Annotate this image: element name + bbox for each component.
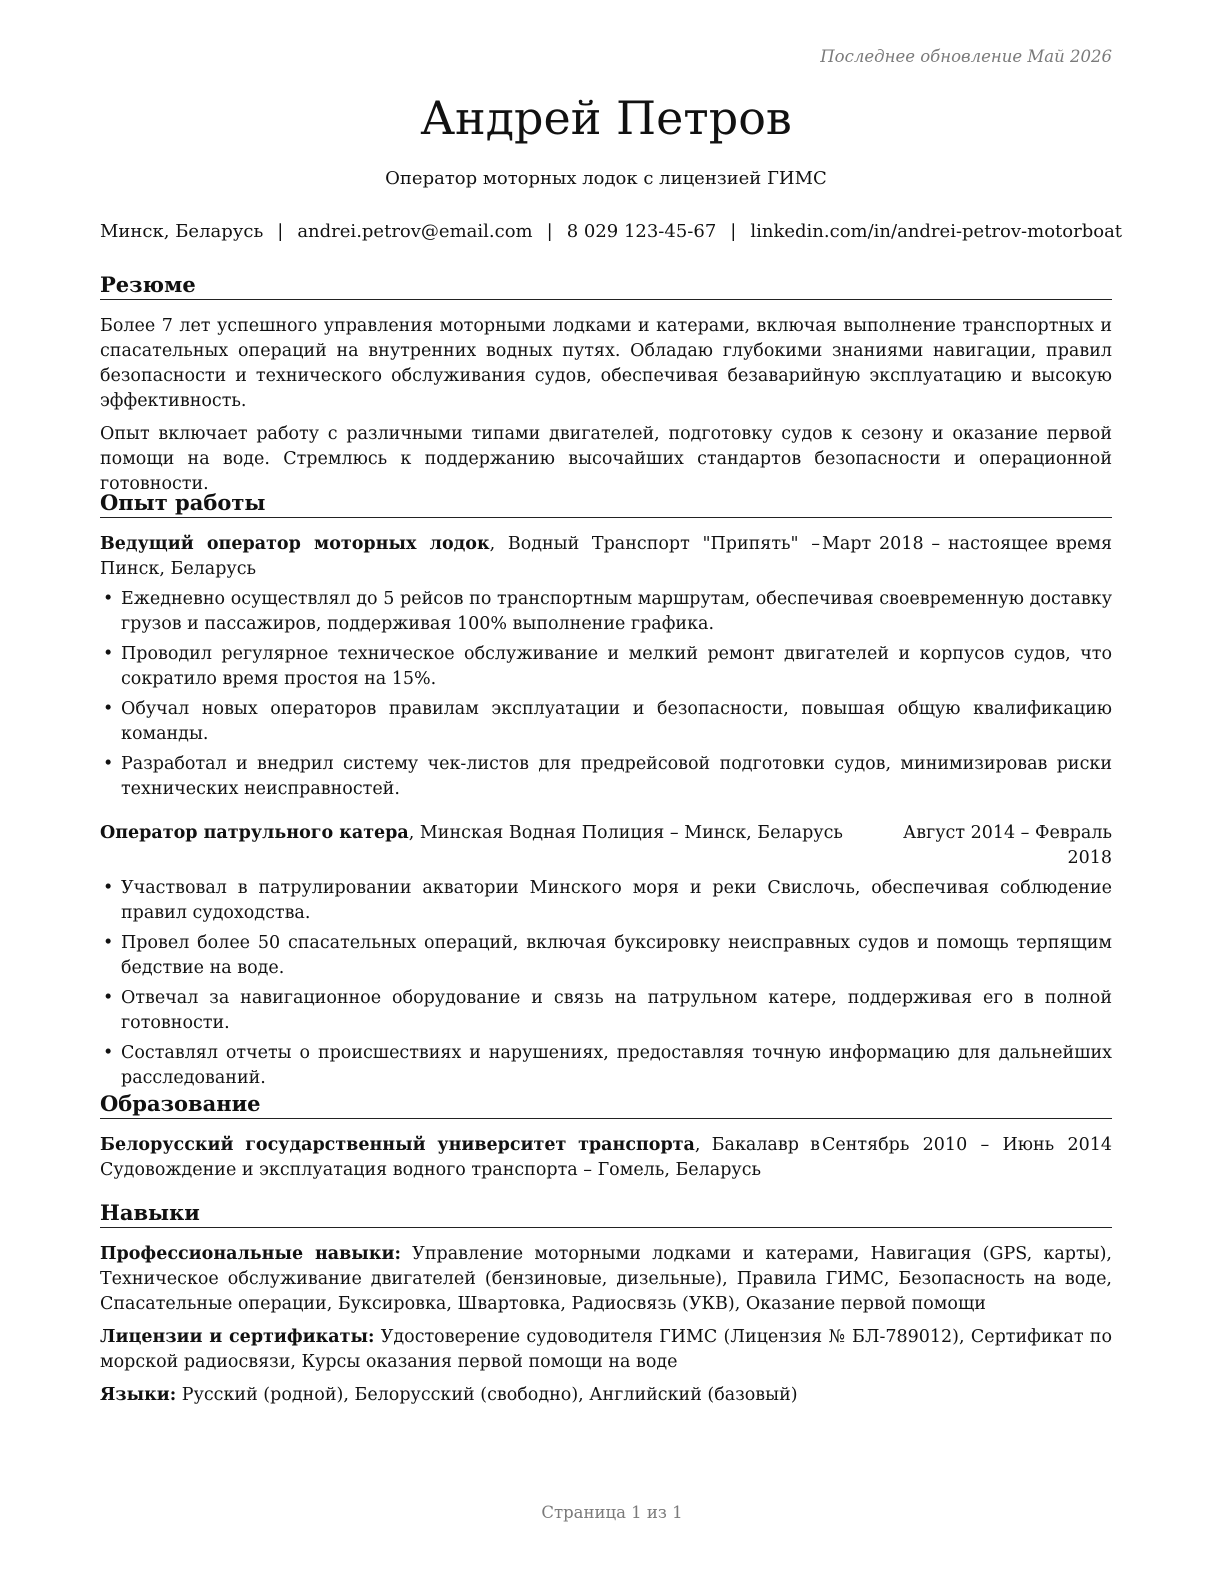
summary-paragraph-2: Опыт включает работу с различными типами двигателей, подготовку судов к сезону и оказание первой помощи на воде. Стремлюсь к поддержанию высочайших стандартов безопасности и операционной готовности. xyxy=(100,424,1112,494)
education-school: Белорусский государственный университет транспорта xyxy=(100,1135,695,1155)
candidate-title: Оператор моторных лодок с лицензией ГИМС xyxy=(385,168,827,189)
skills-languages xyxy=(100,1383,1112,1408)
job-bullet: • Обучал новых операторов правилам эксплуатации и безопасности, повышая общую квалификацию команды. xyxy=(100,697,1112,747)
education-school-degree xyxy=(100,1133,820,1183)
contact-separator: | xyxy=(730,221,737,242)
skills-licenses-label: Лицензии и сертификаты: xyxy=(100,1327,375,1347)
job-dates: Август 2014 – Февраль 2018 xyxy=(902,823,1112,868)
skills-professional xyxy=(100,1242,1112,1317)
summary-heading: Резюме xyxy=(100,271,1112,300)
contact-linkedin[interactable]: linkedin.com/in/andrei-petrov-motorboat xyxy=(750,221,1123,242)
contact-phone[interactable]: 8 029 123-45-67 xyxy=(566,221,717,242)
job-header xyxy=(100,532,1112,582)
skills-professional-label: Профессиональные навыки: xyxy=(100,1244,401,1264)
job-entry xyxy=(100,821,1112,1091)
contact-separator: | xyxy=(546,221,553,242)
summary-paragraph-1: Более 7 лет успешного управления моторными лодками и катерами, включая выполнение транспортных и спасательных операций на внутренних водных путях. Обладаю глубокими знаниями навигации, правил безопасности и технического обслуживания судов, обеспечивая безаварийную эксплуатацию и высокую эффективность. xyxy=(100,316,1112,411)
page-footer: Страница 1 из 1 xyxy=(541,1503,683,1522)
job-entry xyxy=(100,532,1112,802)
job-role: Оператор патрульного катера xyxy=(100,823,409,843)
contact-line xyxy=(100,219,1123,244)
job-org: , Минская Водная Полиция – Минск, Беларусь xyxy=(408,823,843,843)
job-header xyxy=(100,821,1112,871)
contact-email[interactable]: andrei.petrov@email.com xyxy=(297,221,533,242)
candidate-name: Андрей Петров xyxy=(420,91,792,145)
job-bullet: • Провел более 50 спасательных операций, включая буксировку неисправных судов и помощь терпящим бедствие на воде. xyxy=(100,931,1112,981)
skills-heading: Навыки xyxy=(100,1199,1112,1228)
job-bullet: • Участвовал в патрулировании акватории Минского моря и реки Свислочь, обеспечивая соблюдение правил судоходства. xyxy=(100,876,1112,926)
job-role-org xyxy=(100,821,860,846)
job-bullet: • Ежедневно осуществлял до 5 рейсов по транспортным маршрутам, обеспечивая своевременную доставку грузов и пассажиров, поддерживая 100% выполнение графика. xyxy=(100,587,1112,637)
job-role-org xyxy=(100,532,820,582)
job-bullet: • Составлял отчеты о происшествиях и нарушениях, предоставляя точную информацию для дальнейших расследований. xyxy=(100,1041,1112,1091)
contact-separator: | xyxy=(277,221,284,242)
skills-professional-text: Управление моторными лодками и катерами, Навигация (GPS, карты), Техническое обслуживание двигателей (бензиновые, дизельные), Правила ГИМС, Безопасность на воде, Спасательные операции, Буксировка, Швартовка, Радиосвязь (УКВ), Оказание первой помощи xyxy=(100,1244,1112,1314)
job-role: Ведущий оператор моторных лодок xyxy=(100,534,490,554)
education-heading: Образование xyxy=(100,1090,1112,1119)
education-section xyxy=(100,1090,1112,1183)
job-bullets xyxy=(100,876,1112,1091)
job-bullet: • Проводил регулярное техническое обслуживание и мелкий ремонт двигателей и корпусов судов, что сократило время простоя на 15%. xyxy=(100,642,1112,692)
skills-languages-label: Языки: xyxy=(100,1385,177,1405)
education-dates: Сентябрь 2010 – Июнь 2014 xyxy=(822,1135,1112,1155)
summary-section xyxy=(100,271,1112,505)
job-bullet: • Отвечал за навигационное оборудование и связь на патрульном катере, поддерживая его в полной готовности. xyxy=(100,986,1112,1036)
experience-heading: Опыт работы xyxy=(100,489,1112,518)
skills-licenses xyxy=(100,1325,1112,1375)
skills-languages-text: Русский (родной), Белорусский (свободно), Английский (базовый) xyxy=(176,1385,798,1405)
education-entry xyxy=(100,1133,1112,1183)
contact-location: Минск, Беларусь xyxy=(100,221,264,242)
experience-section xyxy=(100,489,1112,1096)
job-dates: Март 2018 – настоящее время xyxy=(822,534,1112,554)
job-org: , Водный Транспорт "Припять" – Пинск, Беларусь xyxy=(100,534,820,579)
education-degree: , Бакалавр в Судовождение и эксплуатация водного транспорта – Гомель, Беларусь xyxy=(100,1135,820,1180)
skills-licenses-text: Удостоверение судоводителя ГИМС (Лицензия № БЛ-789012), Сертификат по морской радиосвязи, Курсы оказания первой помощи на воде xyxy=(100,1327,1112,1372)
job-bullets xyxy=(100,587,1112,802)
job-bullet: • Разработал и внедрил систему чек-листов для предрейсовой подготовки судов, минимизировав риски технических неисправностей. xyxy=(100,752,1112,802)
skills-section xyxy=(100,1199,1112,1416)
last-updated: Последнее обновление Май 2026 xyxy=(820,47,1112,66)
